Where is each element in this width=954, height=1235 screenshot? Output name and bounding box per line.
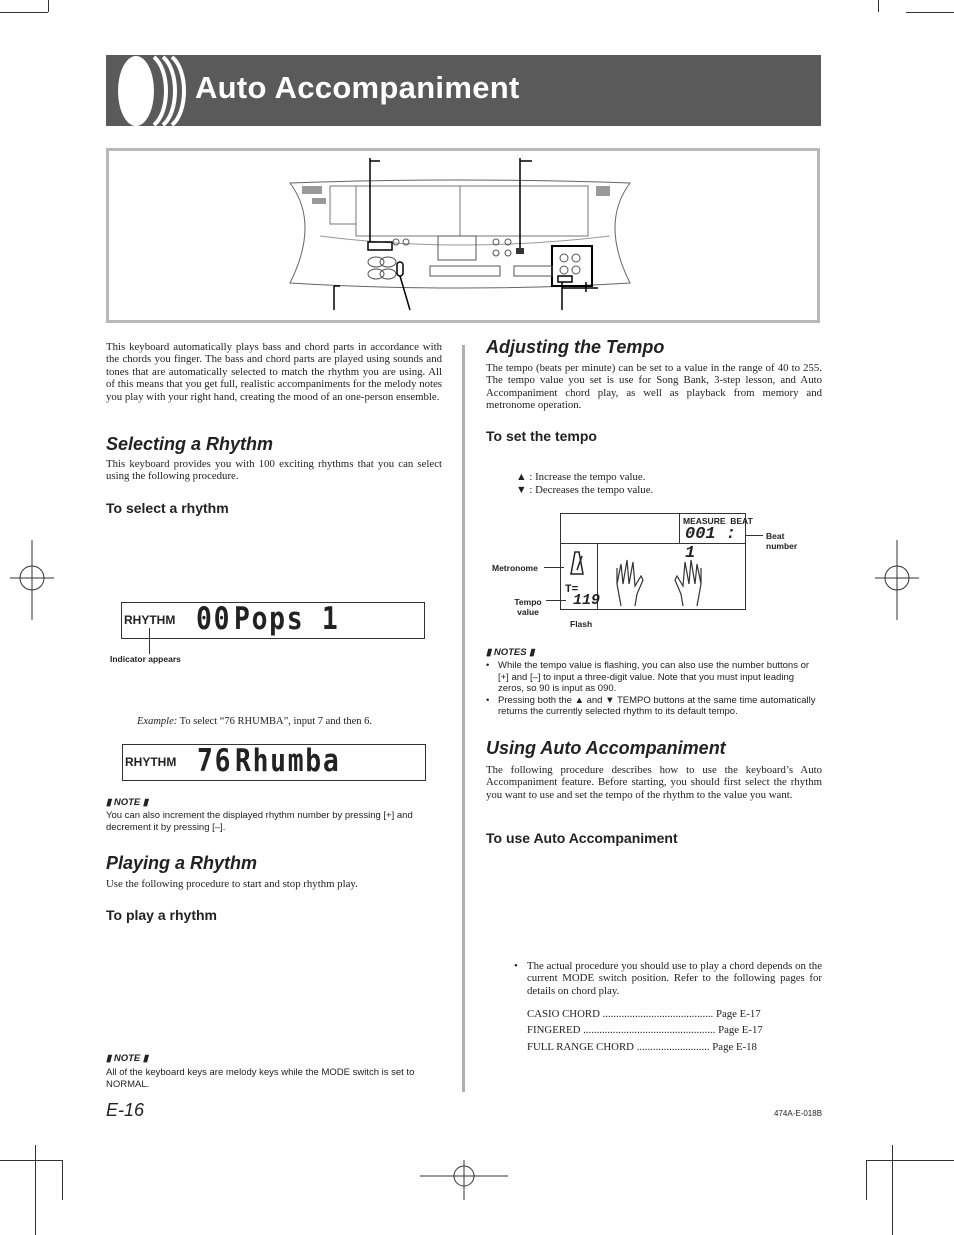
rhythm-indicator: RHYTHM	[124, 613, 176, 627]
list-item: • Pressing both the ▲ and ▼ TEMPO buttons at the same time automatically returns the currently selected rhythm to its default tempo.	[486, 694, 816, 717]
toc-row-casio[interactable]: CASIO CHORD ......................................... Page E-17	[527, 1008, 761, 1020]
play-rhythm-subheading: To play a rhythm	[106, 907, 217, 923]
note-text: All of the keyboard keys are melody keys while the MODE switch is set to NORMAL.	[106, 1067, 415, 1090]
using-text: The following procedure describes how to use the keyboard’s Auto Accompaniment feature. Before starting, you should first select the rhythm you want to use and set the tempo of the rhythm to the value you want.	[486, 764, 822, 801]
registration-mark-left	[10, 540, 60, 620]
page-title: Auto Accompaniment	[195, 70, 520, 105]
selecting-heading: Selecting a Rhythm	[106, 434, 274, 454]
chord-note-bullet: • The actual procedure you should use to play a chord depends on the current MODE switch position. Refer to the following pages for details on chord play.	[514, 960, 822, 997]
selecting-text: This keyboard provides you with 100 exciting rhythms that you can select using the following procedure.	[106, 458, 442, 483]
select-rhythm-subheading: To select a rhythm	[106, 500, 229, 516]
chapter-decoration-icon	[110, 55, 186, 126]
keyboard-illustration	[280, 158, 640, 314]
rhythm-name: Rhumba	[235, 743, 341, 779]
playing-text: Use the following procedure to start and stop rhythm play.	[106, 878, 358, 890]
right-hand-icon	[667, 558, 707, 608]
rhythm-indicator: RHYTHM	[125, 755, 177, 769]
tempo-up-text: ▲ : Increase the tempo value.	[516, 471, 646, 483]
tempo-value-display: 119	[573, 592, 601, 609]
notes-title: ▮ NOTES ▮	[486, 647, 535, 658]
tempo-prefix: T=	[565, 584, 579, 596]
rhythm-number: 76	[197, 743, 233, 779]
page-number: E-16	[106, 1100, 145, 1120]
registration-mark-right	[875, 540, 925, 620]
note-title: ▮ NOTE ▮	[106, 1053, 149, 1064]
toc-row-fingered[interactable]: FINGERED ................................................. Page E-17	[527, 1024, 763, 1036]
tempo-text: The tempo (beats per minute) can be set to a value in the range of 40 to 255. The tempo value you set is use for Song Bank, 3-step lesson, and Auto Accompaniment chord play, as well as playback from memory and metronome operation.	[486, 362, 822, 412]
beat-number-label: Beat number	[766, 531, 798, 551]
rhythm-number: 00	[196, 601, 232, 637]
tempo-heading: Adjusting the Tempo	[486, 337, 665, 357]
example-text: To select “76 RHUMBA”, input 7 and then 6.	[179, 716, 372, 727]
set-tempo-subheading: To set the tempo	[486, 428, 597, 444]
left-hand-icon	[613, 558, 653, 608]
example-line	[137, 716, 372, 727]
tempo-value-label: Tempo value	[514, 597, 542, 617]
indicator-label: Indicator appears	[110, 654, 181, 664]
measure-counter: 001 : 1	[685, 525, 737, 563]
playing-heading: Playing a Rhythm	[106, 853, 258, 873]
using-heading: Using Auto Accompaniment	[486, 738, 726, 758]
tempo-lcd	[560, 513, 753, 610]
intro-paragraph: This keyboard automatically plays bass and chord parts in accordance with the chords you finger. The bass and chord parts are played using sounds and tones that are automatically selected to match the rhythm you are using. All of this means that you get full, realistic accompaniments for the melody notes you play with your right hand, creating the mood of an one-person ensemble.	[106, 341, 442, 403]
tempo-down-text: ▼ : Decreases the tempo value.	[516, 484, 654, 496]
metronome-label: Metronome	[492, 563, 538, 573]
toc-row-full-range[interactable]: FULL RANGE CHORD ........................... Page E-18	[527, 1041, 757, 1053]
notes-list	[486, 660, 822, 718]
metronome-icon	[567, 550, 587, 576]
rhythm-name: Pops 1	[234, 601, 340, 637]
note-text: You can also increment the displayed rhythm number by pressing [+] and decrement it by pressing [–].	[106, 810, 413, 833]
flash-label: Flash	[570, 619, 593, 629]
document-code: 474A-E-018B	[774, 1109, 823, 1118]
column-divider	[462, 345, 465, 1092]
use-auto-subheading: To use Auto Accompaniment	[486, 830, 678, 846]
note-title: ▮ NOTE ▮	[106, 797, 149, 808]
list-item: • While the tempo value is flashing, you can also use the number buttons or [+] and [–] to input a three-digit value. Note that you must input leading zeros, so 90 is input as 090.	[486, 660, 810, 694]
measure-beat-label: MEASURE BEAT	[683, 516, 753, 526]
example-lead: Example:	[137, 716, 178, 727]
registration-mark-bottom	[420, 1160, 510, 1200]
lcd-display-rhumba	[122, 744, 426, 781]
lcd-display-pops	[121, 602, 425, 639]
